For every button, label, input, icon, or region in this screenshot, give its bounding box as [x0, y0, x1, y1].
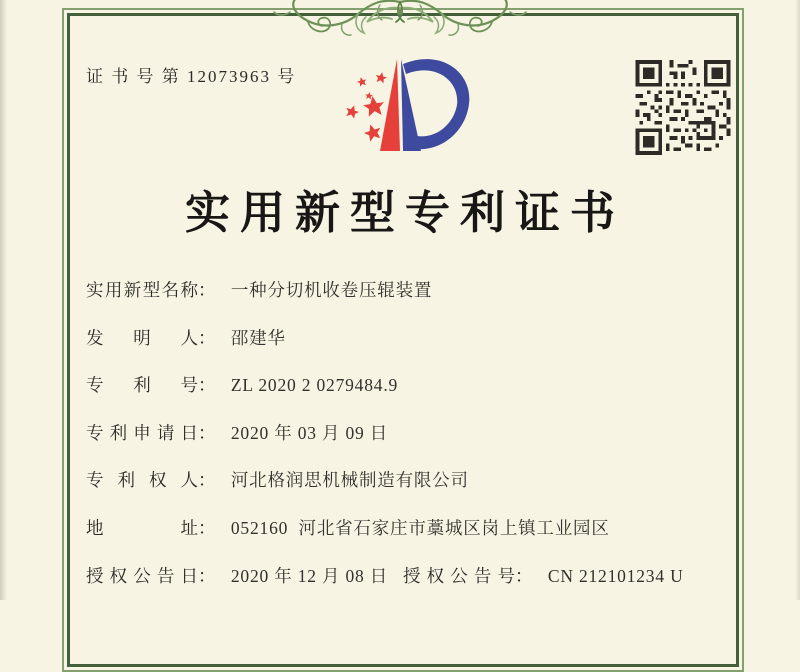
field-label: 授权公告日	[86, 566, 198, 586]
field-row-utility-model-name	[86, 278, 736, 302]
field-label: 实用新型名称	[86, 280, 198, 300]
field-colon: ：	[198, 518, 216, 538]
field-value: 2020 年 12 月 08 日	[230, 566, 389, 586]
field-label: 专利权人	[86, 470, 198, 490]
field-value: 邵建华	[230, 328, 286, 348]
field-row-filing-date	[86, 421, 736, 445]
field-colon: ：	[198, 566, 216, 586]
field-value: 一种分切机收卷压辊装置	[230, 280, 433, 300]
field-colon: ：	[198, 470, 216, 490]
field-value: 052160 河北省石家庄市藁城区岗上镇工业园区	[230, 518, 610, 538]
field-colon: ：	[198, 280, 216, 300]
field-row-grant-date	[86, 564, 736, 588]
qr-code	[634, 60, 732, 155]
field-colon: ：	[198, 328, 216, 348]
field-row-patent-number	[86, 373, 736, 397]
field-label: 专利申请日	[86, 423, 198, 443]
field-value: ZL 2020 2 0279484.9	[230, 375, 399, 395]
field-label: 地址	[86, 518, 198, 538]
field-label: 发明人	[86, 328, 198, 348]
field-row-patentee	[86, 468, 736, 492]
field-grant-publication-number	[403, 564, 684, 588]
field-value: 河北格润思机械制造有限公司	[230, 470, 469, 490]
field-colon: ：	[198, 375, 216, 395]
floral-flourish-icon	[270, 0, 530, 39]
field-value: CN 212101234 U	[547, 566, 684, 586]
field-row-address	[86, 516, 736, 540]
patent-office-logo-icon	[333, 50, 479, 170]
scan-edge-shadow-right	[795, 0, 800, 600]
field-label: 专利号	[86, 375, 198, 395]
field-colon: ：	[198, 423, 216, 443]
field-colon: ：	[515, 566, 533, 586]
field-value: 2020 年 03 月 09 日	[230, 423, 389, 443]
scan-edge-shadow-left	[0, 0, 7, 600]
field-row-inventor	[86, 326, 736, 350]
certificate-number: 证 书 号 第 12073963 号	[86, 67, 297, 86]
certificate-title: 实用新型专利证书	[184, 188, 625, 238]
field-label: 授权公告号	[403, 566, 515, 586]
